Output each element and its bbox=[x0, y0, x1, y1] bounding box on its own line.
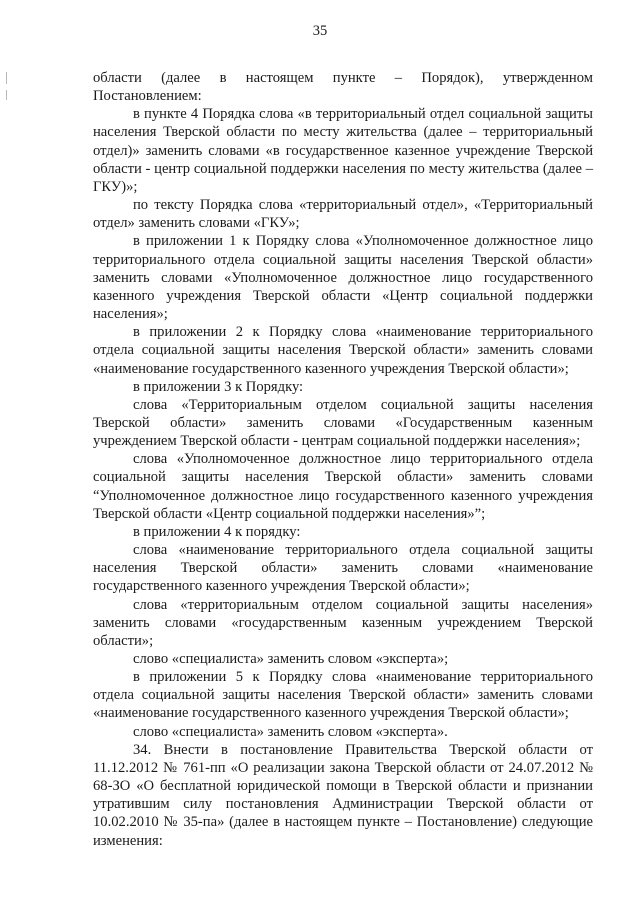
scan-margin-mark bbox=[6, 90, 7, 100]
paragraph: слова «Территориальным отделом социальной защиты населения Тверской области» заменить словами «Государственным казенным учреждением Тверской области - центрам социальной поддержки населения»; bbox=[93, 396, 593, 450]
paragraph: слово «специалиста» заменить словом «эксперта». bbox=[133, 723, 448, 740]
paragraph: в пункте 4 Порядка слова «в территориальный отдел социальной защиты населения Тверской области по месту жительства (далее – территориальный отдел)» заменить словами «в государственное казенное учреждение Тверской области - центр социальной поддержки населения по месту жительства (далее – ГКУ)»; bbox=[93, 106, 593, 195]
paragraph: в приложении 3 к Порядку: bbox=[133, 378, 304, 395]
document-body bbox=[93, 69, 593, 850]
paragraph: слова «Уполномоченное должностное лицо территориального отдела социальной защиты населения Тверской области» заменить словами “Уполномоченное должностное лицо государственного казенного учреждения Тверской области «Центр социальной поддержки населения»”; bbox=[93, 451, 593, 522]
paragraph: слова «наименование территориального отдела социальной защиты населения Тверской области» заменить словами «наименование государственного казенного учреждения Тверской области»; bbox=[93, 542, 593, 595]
paragraph: слова «территориальным отделом социальной защиты населения» заменить словами «государственным казенным учреждением Тверской области»; bbox=[93, 596, 593, 649]
paragraph: в приложении 2 к Порядку слова «наименование территориального отдела социальной защиты населения Тверской области» заменить словами «наименование государственного казенного учреждения Тверской области»; bbox=[93, 324, 593, 377]
scan-margin-mark bbox=[6, 72, 7, 84]
page-number: 35 bbox=[312, 23, 328, 39]
paragraph: в приложении 5 к Порядку слова «наименование территориального отдела социальной защиты населения Тверской области» заменить словами «наименование государственного казенного учреждения Тверской области»; bbox=[93, 669, 593, 722]
paragraph: слово «специалиста» заменить словом «эксперта»; bbox=[133, 651, 449, 667]
paragraph: 34. Внести в постановление Правительства Тверской области от 11.12.2012 № 761-пп «О реализации закона Тверской области от 24.07.2012 № 68-ЗО «О бесплатной юридической помощи в Тверской области и признании утратившим силу постановления Администрации Тверской области от 10.02.2010 № 35-па» (далее в настоящем пункте – Постановление) следующие изменения: bbox=[93, 741, 593, 849]
paragraph: области (далее в настоящем пункте – Порядок), утвержденном Постановлением: bbox=[93, 70, 593, 105]
paragraph: в приложении 1 к Порядку слова «Уполномоченное должностное лицо территориального отдела социальной защиты населения Тверской области» заменить словами «Уполномоченное должностное лицо государственного казенного учреждения Тверской области «Центр социальной поддержки населения»; bbox=[93, 233, 593, 323]
paragraph: по тексту Порядка слова «территориальный отдел», «Территориальный отдел» заменить словами «ГКУ»; bbox=[93, 197, 593, 232]
paragraph: в приложении 4 к порядку: bbox=[133, 523, 301, 540]
